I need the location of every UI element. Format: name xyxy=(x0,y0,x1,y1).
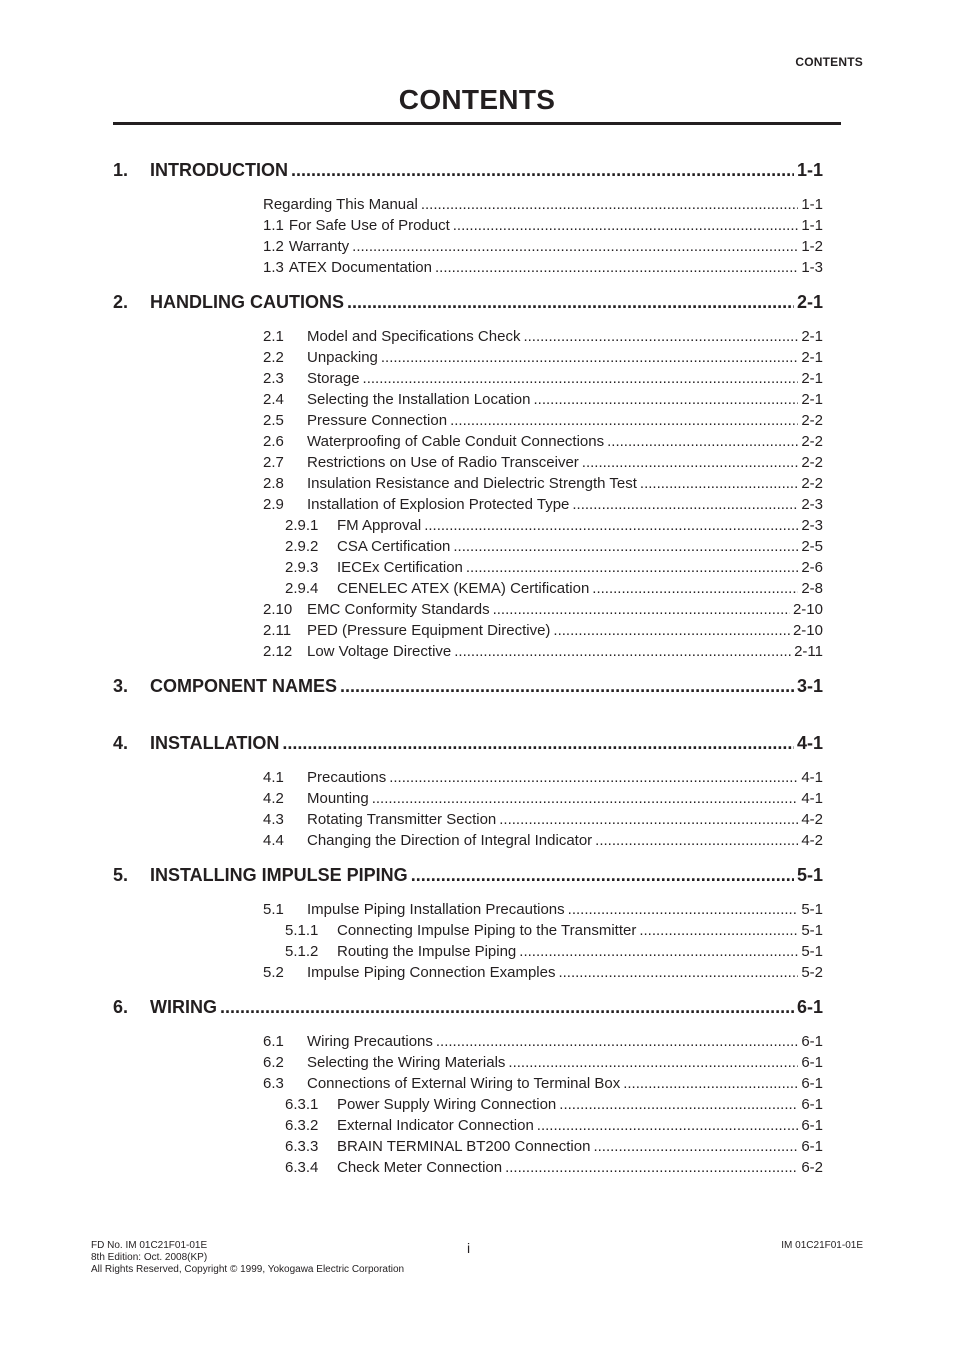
toc-entry[interactable] xyxy=(263,389,823,410)
chapter-title: INTRODUCTION xyxy=(150,160,288,180)
entry-page-number: 1-2 xyxy=(801,238,823,255)
entry-title: Unpacking xyxy=(307,349,378,366)
entry-page-number: 2-2 xyxy=(801,454,823,471)
footer-copyright: All Rights Reserved, Copyright © 1999, Yokogawa Electric Corporation xyxy=(91,1264,405,1275)
entry-number: 6.2 xyxy=(263,1054,284,1071)
entry-number: 2.2 xyxy=(263,349,284,366)
dot-leader xyxy=(291,160,794,181)
entry-number: 2.8 xyxy=(263,475,284,492)
chapter-number: 1. xyxy=(113,160,129,180)
entry-title: Regarding This Manual xyxy=(263,196,418,213)
chapter-page-number: 5-1 xyxy=(796,865,823,885)
entry-title: Changing the Direction of Integral Indicator xyxy=(307,832,593,849)
entry-title: Warranty xyxy=(288,238,350,255)
entry-number: 1.3 xyxy=(263,259,284,276)
entry-page-number: 6-1 xyxy=(801,1096,823,1113)
chapter-number: 3. xyxy=(113,676,129,696)
dot-leader xyxy=(347,292,794,313)
toc-entry-list xyxy=(113,320,823,662)
entry-page-number: 2-6 xyxy=(801,559,823,576)
chapter-page-number: 6-1 xyxy=(796,997,823,1017)
entry-title: PED (Pressure Equipment Directive) xyxy=(307,622,551,639)
title-rule xyxy=(113,122,841,125)
entry-number: 5.2 xyxy=(263,964,284,981)
toc-entry[interactable] xyxy=(263,1115,823,1136)
entry-title: Selecting the Installation Location xyxy=(307,391,531,408)
dot-leader xyxy=(559,1094,798,1115)
entry-number: 6.3.3 xyxy=(285,1138,319,1155)
chapter-spacer xyxy=(113,983,823,997)
dot-leader xyxy=(582,452,799,473)
entry-title: External Indicator Connection xyxy=(337,1117,534,1134)
entry-page-number: 4-1 xyxy=(801,769,823,786)
entry-title: Impulse Piping Connection Examples xyxy=(307,964,556,981)
entry-number: 6.3.1 xyxy=(285,1096,319,1113)
entry-number: 2.9.4 xyxy=(285,580,319,597)
entry-number: 6.1 xyxy=(263,1033,284,1050)
entry-number: 5.1.2 xyxy=(285,943,319,960)
toc-entry[interactable] xyxy=(263,788,823,809)
entry-number: 2.9.2 xyxy=(285,538,319,555)
toc-entry[interactable] xyxy=(263,941,823,962)
toc-entry[interactable] xyxy=(263,536,823,557)
entry-page-number: 2-1 xyxy=(801,370,823,387)
toc-chapter-heading[interactable] xyxy=(113,292,823,320)
entry-page-number: 6-1 xyxy=(801,1138,823,1155)
dot-leader xyxy=(592,578,798,599)
dot-leader xyxy=(639,920,798,941)
entry-page-number: 2-2 xyxy=(801,475,823,492)
entry-title: Storage xyxy=(307,370,360,387)
footer-publication-info xyxy=(91,1240,404,1276)
dot-leader xyxy=(466,557,798,578)
entry-title: Rotating Transmitter Section xyxy=(307,811,497,828)
entry-number: 2.6 xyxy=(263,433,284,450)
toc-entry[interactable] xyxy=(263,452,823,473)
chapter-title: WIRING xyxy=(150,997,217,1017)
entry-number: 4.1 xyxy=(263,769,284,786)
entry-number: 5.1.1 xyxy=(285,922,319,939)
toc-entry-list xyxy=(113,893,823,983)
dot-leader xyxy=(533,389,798,410)
entry-title: For Safe Use of Product xyxy=(288,217,450,234)
entry-page-number: 4-1 xyxy=(801,790,823,807)
chapter-page-number: 3-1 xyxy=(796,676,823,696)
toc-chapter-heading[interactable] xyxy=(113,160,823,188)
toc-entry[interactable] xyxy=(263,1136,823,1157)
toc-entry[interactable] xyxy=(263,515,823,536)
entry-page-number: 2-10 xyxy=(792,601,823,618)
toc-entry[interactable] xyxy=(263,1094,823,1115)
toc-chapter xyxy=(113,160,823,292)
table-of-contents xyxy=(113,160,823,1192)
toc-chapter xyxy=(113,733,823,865)
toc-entry[interactable] xyxy=(263,1052,823,1073)
entry-number: 4.2 xyxy=(263,790,284,807)
chapter-spacer xyxy=(113,851,823,865)
toc-entry-list xyxy=(113,1025,823,1178)
entry-number: 2.9.3 xyxy=(285,559,319,576)
entry-page-number: 5-1 xyxy=(801,922,823,939)
toc-entry[interactable] xyxy=(263,1031,823,1052)
entry-title: Model and Specifications Check xyxy=(307,328,521,345)
entry-title: CSA Certification xyxy=(337,538,451,555)
entry-title: BRAIN TERMINAL BT200 Connection xyxy=(337,1138,591,1155)
page-number: i xyxy=(467,1240,471,1256)
entry-page-number: 2-2 xyxy=(801,412,823,429)
entry-page-number: 6-1 xyxy=(801,1054,823,1071)
toc-entry[interactable] xyxy=(263,599,823,620)
entry-number: 2.7 xyxy=(263,454,284,471)
entry-page-number: 1-1 xyxy=(801,217,823,234)
entry-page-number: 2-1 xyxy=(801,328,823,345)
toc-entry[interactable] xyxy=(263,236,823,257)
dot-leader xyxy=(572,494,798,515)
running-head: CONTENTS xyxy=(795,55,863,69)
toc-entry[interactable] xyxy=(263,410,823,431)
dot-leader xyxy=(519,941,798,962)
entry-page-number: 2-5 xyxy=(801,538,823,555)
toc-entry[interactable] xyxy=(263,641,823,662)
footer-doc-id: IM 01C21F01-01E xyxy=(781,1240,863,1251)
entry-page-number: 5-2 xyxy=(801,964,823,981)
toc-chapter xyxy=(113,865,823,997)
dot-leader xyxy=(453,536,798,557)
toc-entry[interactable] xyxy=(263,1157,823,1178)
entry-number: 2.5 xyxy=(263,412,284,429)
chapter-number: 2. xyxy=(113,292,129,312)
toc-entry[interactable] xyxy=(263,194,823,215)
dot-leader xyxy=(340,676,794,697)
toc-entry[interactable] xyxy=(263,557,823,578)
entry-number: 2.1 xyxy=(263,328,284,345)
chapter-spacer xyxy=(113,710,823,733)
entry-page-number: 2-3 xyxy=(801,496,823,513)
entry-title: ATEX Documentation xyxy=(288,259,432,276)
entry-number: 2.9.1 xyxy=(285,517,319,534)
entry-page-number: 6-1 xyxy=(801,1117,823,1134)
toc-chapter-heading[interactable] xyxy=(113,997,823,1025)
entry-number: 2.12 xyxy=(263,643,293,660)
dot-leader xyxy=(508,1052,798,1073)
chapter-title: HANDLING CAUTIONS xyxy=(150,292,344,312)
toc-entry[interactable] xyxy=(263,473,823,494)
toc-entry[interactable] xyxy=(263,830,823,851)
entry-title: CENELEC ATEX (KEMA) Certification xyxy=(337,580,590,597)
entry-page-number: 2-10 xyxy=(792,622,823,639)
toc-entry[interactable] xyxy=(263,620,823,641)
entry-number: 1.2 xyxy=(263,238,284,255)
footer-fd-number: FD No. IM 01C21F01-01E xyxy=(91,1240,208,1251)
chapter-spacer xyxy=(113,1178,823,1192)
dot-leader xyxy=(623,1073,798,1094)
entry-number: 4.4 xyxy=(263,832,284,849)
entry-title: Installation of Explosion Protected Type xyxy=(307,496,570,513)
entry-number: 6.3.2 xyxy=(285,1117,319,1134)
dot-leader xyxy=(640,473,798,494)
entry-page-number: 5-1 xyxy=(801,901,823,918)
dot-leader xyxy=(352,236,798,257)
toc-chapter-heading[interactable] xyxy=(113,865,823,893)
chapter-spacer xyxy=(113,662,823,676)
dot-leader xyxy=(220,997,794,1018)
entry-number: 2.9 xyxy=(263,496,284,513)
entry-page-number: 2-3 xyxy=(801,517,823,534)
entry-title: Power Supply Wiring Connection xyxy=(337,1096,557,1113)
dot-leader xyxy=(363,368,799,389)
entry-number: 2.10 xyxy=(263,601,293,618)
toc-entry[interactable] xyxy=(263,215,823,236)
toc-entry[interactable] xyxy=(263,767,823,788)
toc-entry-list xyxy=(113,188,823,278)
toc-entry-list xyxy=(113,761,823,851)
dot-leader xyxy=(411,865,794,886)
dot-leader xyxy=(372,788,799,809)
dot-leader xyxy=(568,899,799,920)
chapter-page-number: 2-1 xyxy=(796,292,823,312)
toc-entry[interactable] xyxy=(263,899,823,920)
dot-leader xyxy=(381,347,798,368)
toc-chapter xyxy=(113,676,823,733)
dot-leader xyxy=(454,641,791,662)
entry-page-number: 5-1 xyxy=(801,943,823,960)
chapter-title: INSTALLING IMPULSE PIPING xyxy=(150,865,408,885)
entry-title: Pressure Connection xyxy=(307,412,448,429)
entry-title: Low Voltage Directive xyxy=(307,643,452,660)
entry-page-number: 6-1 xyxy=(801,1033,823,1050)
entry-number: 6.3 xyxy=(263,1075,284,1092)
dot-leader xyxy=(505,1157,798,1178)
entry-number: 4.3 xyxy=(263,811,284,828)
dot-leader xyxy=(499,809,798,830)
toc-chapter-heading[interactable] xyxy=(113,676,823,704)
entry-number: 5.1 xyxy=(263,901,284,918)
entry-title: Mounting xyxy=(307,790,369,807)
entry-title: EMC Conformity Standards xyxy=(307,601,490,618)
chapter-number: 4. xyxy=(113,733,129,753)
toc-entry[interactable] xyxy=(263,1073,823,1094)
entry-title: Selecting the Wiring Materials xyxy=(307,1054,506,1071)
entry-page-number: 1-3 xyxy=(801,259,823,276)
chapter-page-number: 4-1 xyxy=(796,733,823,753)
entry-page-number: 2-8 xyxy=(801,580,823,597)
entry-title: Restrictions on Use of Radio Transceiver xyxy=(307,454,579,471)
dot-leader xyxy=(436,1031,798,1052)
page-title: CONTENTS xyxy=(398,84,556,115)
entry-number: 2.4 xyxy=(263,391,284,408)
entry-number: 1.1 xyxy=(263,217,284,234)
entry-title: IECEx Certification xyxy=(337,559,463,576)
dot-leader xyxy=(424,515,798,536)
entry-page-number: 6-1 xyxy=(801,1075,823,1092)
chapter-title: INSTALLATION xyxy=(150,733,280,753)
dot-leader xyxy=(450,410,798,431)
entry-number: 2.3 xyxy=(263,370,284,387)
dot-leader xyxy=(282,733,794,754)
toc-entry[interactable] xyxy=(263,257,823,278)
toc-chapter xyxy=(113,292,823,676)
entry-title: Routing the Impulse Piping xyxy=(337,943,517,960)
dot-leader xyxy=(593,1136,798,1157)
toc-entry[interactable] xyxy=(263,368,823,389)
entry-title: Check Meter Connection xyxy=(337,1159,503,1176)
entry-page-number: 2-11 xyxy=(794,643,823,660)
entry-number: 2.11 xyxy=(263,622,292,639)
entry-title: Insulation Resistance and Dielectric Strength Test xyxy=(307,475,637,492)
entry-page-number: 4-2 xyxy=(801,832,823,849)
entry-page-number: 1-1 xyxy=(801,196,823,213)
entry-page-number: 2-1 xyxy=(801,391,823,408)
entry-title: Connections of External Wiring to Terminal Box xyxy=(307,1075,621,1092)
dot-leader xyxy=(389,767,798,788)
dot-leader xyxy=(435,257,798,278)
entry-number: 6.3.4 xyxy=(285,1159,319,1176)
toc-entry[interactable] xyxy=(263,809,823,830)
entry-title: Wiring Precautions xyxy=(307,1033,433,1050)
toc-entry[interactable] xyxy=(263,962,823,983)
toc-entry[interactable] xyxy=(263,326,823,347)
dot-leader xyxy=(537,1115,799,1136)
entry-page-number: 2-2 xyxy=(801,433,823,450)
toc-entry[interactable] xyxy=(263,431,823,452)
entry-title: Impulse Piping Installation Precautions xyxy=(307,901,565,918)
dot-leader xyxy=(607,431,798,452)
dot-leader xyxy=(421,194,799,215)
entry-title: Waterproofing of Cable Conduit Connections xyxy=(307,433,605,450)
entry-page-number: 2-1 xyxy=(801,349,823,366)
entry-page-number: 4-2 xyxy=(801,811,823,828)
chapter-number: 5. xyxy=(113,865,129,885)
toc-entry[interactable] xyxy=(263,920,823,941)
chapter-spacer xyxy=(113,278,823,292)
entry-page-number: 6-2 xyxy=(801,1159,823,1176)
dot-leader xyxy=(493,599,790,620)
toc-chapter-heading[interactable] xyxy=(113,733,823,761)
entry-title: Connecting Impulse Piping to the Transmitter xyxy=(337,922,637,939)
dot-leader xyxy=(553,620,790,641)
chapter-title: COMPONENT NAMES xyxy=(150,676,338,696)
dot-leader xyxy=(453,215,799,236)
dot-leader xyxy=(523,326,798,347)
chapter-number: 6. xyxy=(113,997,129,1017)
toc-entry[interactable] xyxy=(263,494,823,515)
dot-leader xyxy=(558,962,798,983)
entry-title: FM Approval xyxy=(337,517,422,534)
toc-chapter xyxy=(113,997,823,1192)
dot-leader xyxy=(595,830,798,851)
toc-entry[interactable] xyxy=(263,347,823,368)
toc-entry[interactable] xyxy=(263,578,823,599)
chapter-page-number: 1-1 xyxy=(796,160,823,180)
entry-title: Precautions xyxy=(307,769,387,786)
footer-edition: 8th Edition: Oct. 2008(KP) xyxy=(91,1252,208,1263)
